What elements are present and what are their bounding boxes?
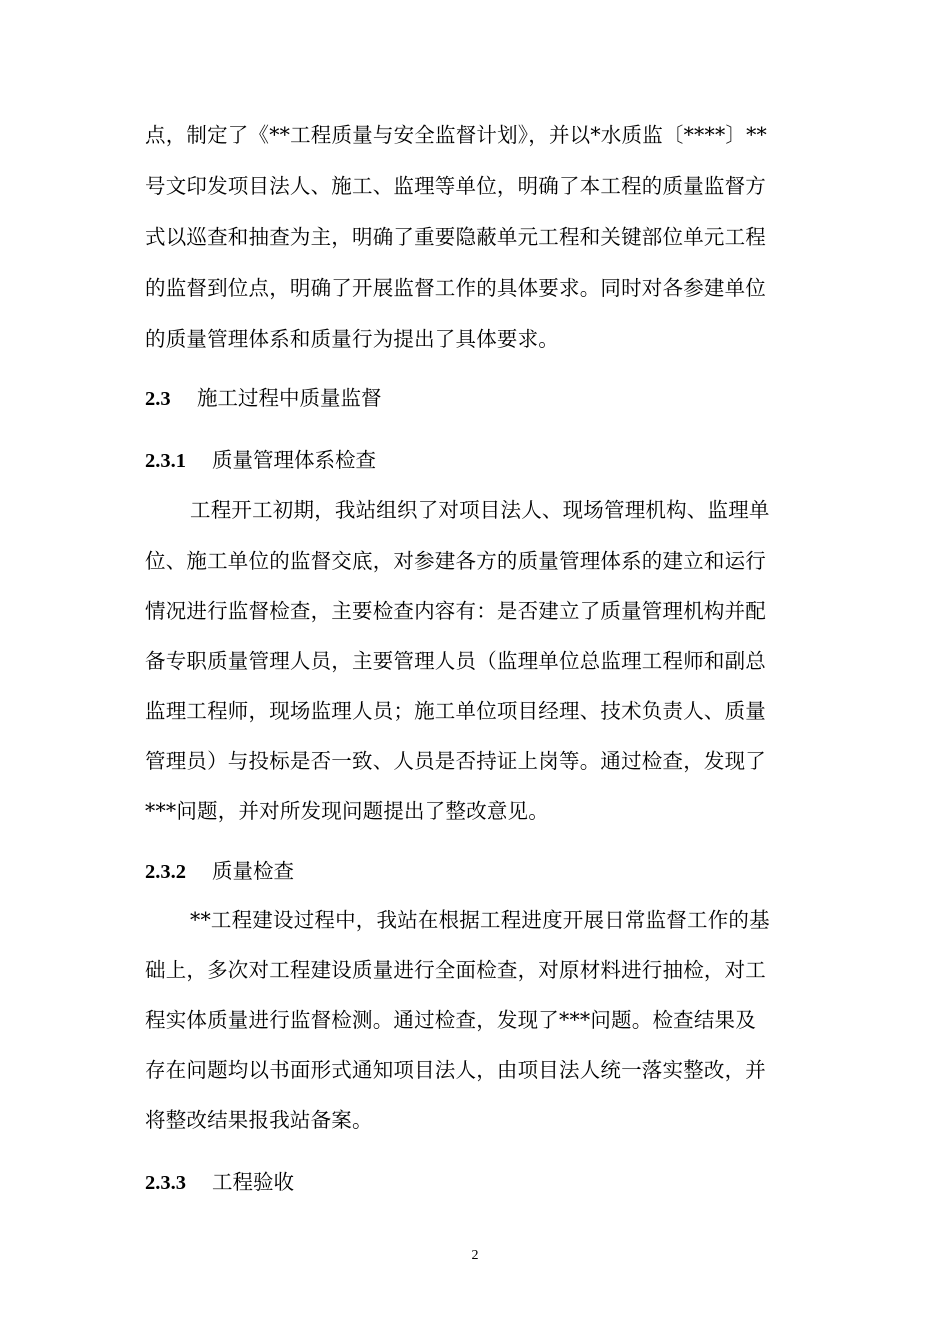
text-line: 管理员）与投标是否一致、人员是否持证上岗等。通过检查，发现了 <box>145 749 766 773</box>
text-line: 程实体质量进行监督检测。通过检查，发现了***问题。检查结果及 <box>145 1008 756 1032</box>
section-number: 2.3.3 <box>145 1172 186 1194</box>
text-line: 号文印发项目法人、施工、监理等单位，明确了本工程的质量监督方 <box>145 174 766 198</box>
text-line: 点，制定了《**工程质量与安全监督计划》，并以*水质监〔****〕** <box>145 123 767 147</box>
text-line: 备专职质量管理人员，主要管理人员（监理单位总监理工程师和副总 <box>145 649 766 673</box>
text-line: 情况进行监督检查，主要检查内容有：是否建立了质量管理机构并配 <box>145 599 766 623</box>
text-line: 存在问题均以书面形式通知项目法人，由项目法人统一落实整改，并 <box>145 1058 766 1082</box>
section-title: 工程验收 <box>212 1170 294 1194</box>
section-heading-2-3 <box>145 383 382 414</box>
section-number: 2.3.1 <box>145 450 186 472</box>
section-heading-2-3-1 <box>145 445 376 476</box>
text-line: 的监督到位点，明确了开展监督工作的具体要求。同时对各参建单位 <box>145 276 766 300</box>
text-line: 监理工程师，现场监理人员；施工单位项目经理、技术负责人、质量 <box>145 699 766 723</box>
text-line: 将整改结果报我站备案。 <box>145 1108 373 1132</box>
text-line: 的质量管理体系和质量行为提出了具体要求。 <box>145 327 559 351</box>
section-title: 质量检查 <box>212 859 294 883</box>
text-line: 工程开工初期，我站组织了对项目法人、现场管理机构、监理单 <box>190 498 770 522</box>
text-line: 位、施工单位的监督交底，对参建各方的质量管理体系的建立和运行 <box>145 549 766 573</box>
section-title: 质量管理体系检查 <box>212 448 376 472</box>
section-number: 2.3 <box>145 388 171 410</box>
page-number: 2 <box>471 1248 479 1263</box>
section-heading-2-3-2 <box>145 856 294 887</box>
text-line: 式以巡查和抽查为主，明确了重要隐蔽单元工程和关键部位单元工程 <box>145 225 766 249</box>
section-heading-2-3-3 <box>145 1167 294 1198</box>
section-number: 2.3.2 <box>145 861 186 883</box>
text-line: 础上，多次对工程建设质量进行全面检查，对原材料进行抽检，对工 <box>145 958 766 982</box>
section-title: 施工过程中质量监督 <box>197 386 382 410</box>
text-line: **工程建设过程中，我站在根据工程进度开展日常监督工作的基 <box>190 908 770 932</box>
text-line: ***问题，并对所发现问题提出了整改意见。 <box>145 799 549 823</box>
